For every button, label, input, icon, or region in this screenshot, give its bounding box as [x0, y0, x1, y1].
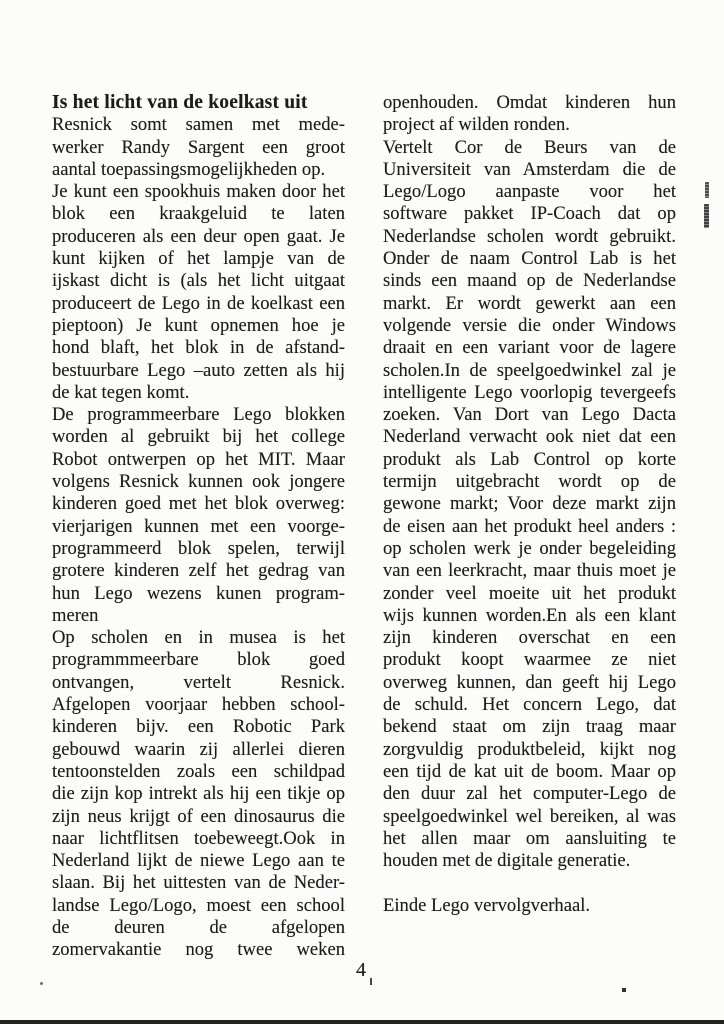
text-line: sinds een maand op de Nederlandse — [383, 270, 676, 292]
text-line: termijn uitgebracht wordt op de — [383, 471, 676, 493]
scan-speck-icon — [370, 978, 372, 985]
text-line: landse Lego/Logo, moest een school — [52, 894, 345, 916]
scan-speck-icon — [40, 982, 43, 985]
article-heading: Is het licht van de koelkast uit — [52, 92, 308, 113]
text-line: zorgvuldig produktbeleid, kijkt nog — [383, 738, 676, 760]
text-line: overweg kunnen, dan geeft hij Lego — [383, 671, 676, 693]
text-line: hond blaft, het blok in de afstand- — [52, 337, 345, 359]
text-line: zomervakantie nog twee weken — [52, 939, 345, 961]
text-line: de kat tegen komt. — [52, 381, 190, 403]
text-line: Je kunt een spookhuis maken door het — [52, 181, 345, 203]
article-column-right — [383, 92, 676, 917]
text-line: de schuld. Het concern Lego, dat — [383, 694, 676, 716]
text-line: gebouwd waarin zij allerlei dieren — [52, 738, 345, 760]
text-line: ontvangen, vertelt Resnick. — [52, 671, 345, 693]
text-line: scholen.In de speelgoedwinkel zal je — [383, 359, 676, 381]
text-line: Resnick somt samen met mede- — [52, 114, 345, 136]
text-line: programmmeerbare blok goed — [52, 649, 345, 671]
page-number: 4 — [356, 959, 366, 981]
text-line: het allen maar om aansluiting te — [383, 827, 676, 849]
text-line: kunt kijken of het lampje van de — [52, 248, 345, 270]
text-line: Lego/Logo aanpaste voor het — [383, 181, 676, 203]
text-line: werker Randy Sargent een groot — [52, 136, 345, 158]
text-line: naar lichtflitsen toebeweegt.Ook in — [52, 827, 345, 849]
text-line: aantal toepassingsmogelijkheden op. — [52, 158, 326, 180]
text-line: Onder de naam Control Lab is het — [383, 248, 676, 270]
text-line: Vertelt Cor de Beurs van de — [383, 136, 676, 158]
text-line: een tijd de kat uit de boom. Maar op — [383, 760, 676, 782]
text-line: houden met de digitale generatie. — [383, 850, 631, 872]
text-line: worden al gebruikt bij het college — [52, 426, 345, 448]
text-line: vierjarigen kunnen met een voorge- — [52, 515, 345, 537]
text-line: Afgelopen voorjaar hebben school- — [52, 694, 345, 716]
text-line: hun Lego wezens kunen program- — [52, 582, 345, 604]
text-line: ijskast dicht is (als het licht uitgaat — [52, 270, 345, 292]
text-line: zoeken. Van Dort van Lego Dacta — [383, 404, 676, 426]
text-line: Robot ontwerpen op het MIT. Maar — [52, 448, 345, 470]
scan-smudge-icon — [704, 204, 709, 228]
text-line: draait en een variant voor de lagere — [383, 337, 676, 359]
text-line: Nederlandse scholen wordt gebruikt. — [383, 225, 676, 247]
text-line: die zijn kop intrekt als hij een tikje op — [52, 783, 345, 805]
text-line: zijn neus krijgt of een dinosaurus die — [52, 805, 345, 827]
text-line: markt. Er wordt gewerkt aan een — [383, 292, 676, 314]
text-line: bekend staat om zijn traag maar — [383, 716, 676, 738]
article-column-left — [52, 92, 345, 962]
scan-speck-icon — [622, 988, 626, 992]
text-line: Universiteit van Amsterdam die de — [383, 158, 676, 180]
text-line: volgens Resnick kunnen ook jongere — [52, 471, 345, 493]
text-line: de eisen aan het produkt heel anders : — [383, 515, 676, 537]
text-line: blok een kraakgeluid te laten — [52, 203, 345, 225]
text-line: Einde Lego vervolgverhaal. — [383, 894, 591, 916]
text-line: wijs kunnen worden.En als een klant — [383, 604, 676, 626]
text-line: kinderen goed met het blok overweg: — [52, 493, 345, 515]
text-line: den duur zal het computer-Lego de — [383, 783, 676, 805]
text-line: van een leerkracht, maar thuis moet je — [383, 560, 676, 582]
text-line: gewone markt; Voor deze markt zijn — [383, 493, 676, 515]
text-line: produkt als Lab Control op korte — [383, 448, 676, 470]
text-line: openhouden. Omdat kinderen hun — [383, 92, 676, 113]
text-line: Op scholen en in musea is het — [52, 627, 345, 649]
text-line: programmeerd blok spelen, terwijl — [52, 537, 345, 559]
text-line: bestuurbare Lego –auto zetten als hij — [52, 359, 345, 381]
text-line: grotere kinderen zelf het gedrag van — [52, 560, 345, 582]
text-line: kinderen bijv. een Robotic Park — [52, 716, 345, 738]
text-line: pieptoon) Je kunt opnemen hoe je — [52, 314, 345, 336]
paragraph-gap — [383, 872, 676, 894]
scan-smudge-icon — [705, 182, 709, 198]
text-line: zijn kinderen overschat en een — [383, 627, 676, 649]
text-line: produkt koopt waarmee ze niet — [383, 649, 676, 671]
text-line: tentoonstelden zoals een schildpad — [52, 760, 345, 782]
text-line: volgende versie die onder Windows — [383, 314, 676, 336]
text-line: de deuren de afgelopen — [52, 916, 345, 938]
text-line: speelgoedwinkel wel bereiken, al was — [383, 805, 676, 827]
text-line: meren — [52, 604, 99, 626]
text-line: Nederland verwacht ook niet dat een — [383, 426, 676, 448]
text-line: produceert de Lego in de koelkast een — [52, 292, 345, 314]
text-line: zonder veel moeite uit het produkt — [383, 582, 676, 604]
text-line: Nederland lijkt de niewe Lego aan te — [52, 850, 345, 872]
text-line: op scholen werk je onder begeleiding — [383, 537, 676, 559]
text-line: De programmeerbare Lego blokken — [52, 404, 345, 426]
text-line: slaan. Bij het uittesten van de Neder- — [52, 872, 345, 894]
text-line: software pakket IP-Coach dat op — [383, 203, 676, 225]
text-line: project af wilden ronden. — [383, 114, 570, 136]
scan-edge-bottom — [0, 1020, 724, 1024]
text-line: intelligente Lego voorlopig tevergeefs — [383, 381, 676, 403]
text-line: produceren als een deur open gaat. Je — [52, 225, 345, 247]
